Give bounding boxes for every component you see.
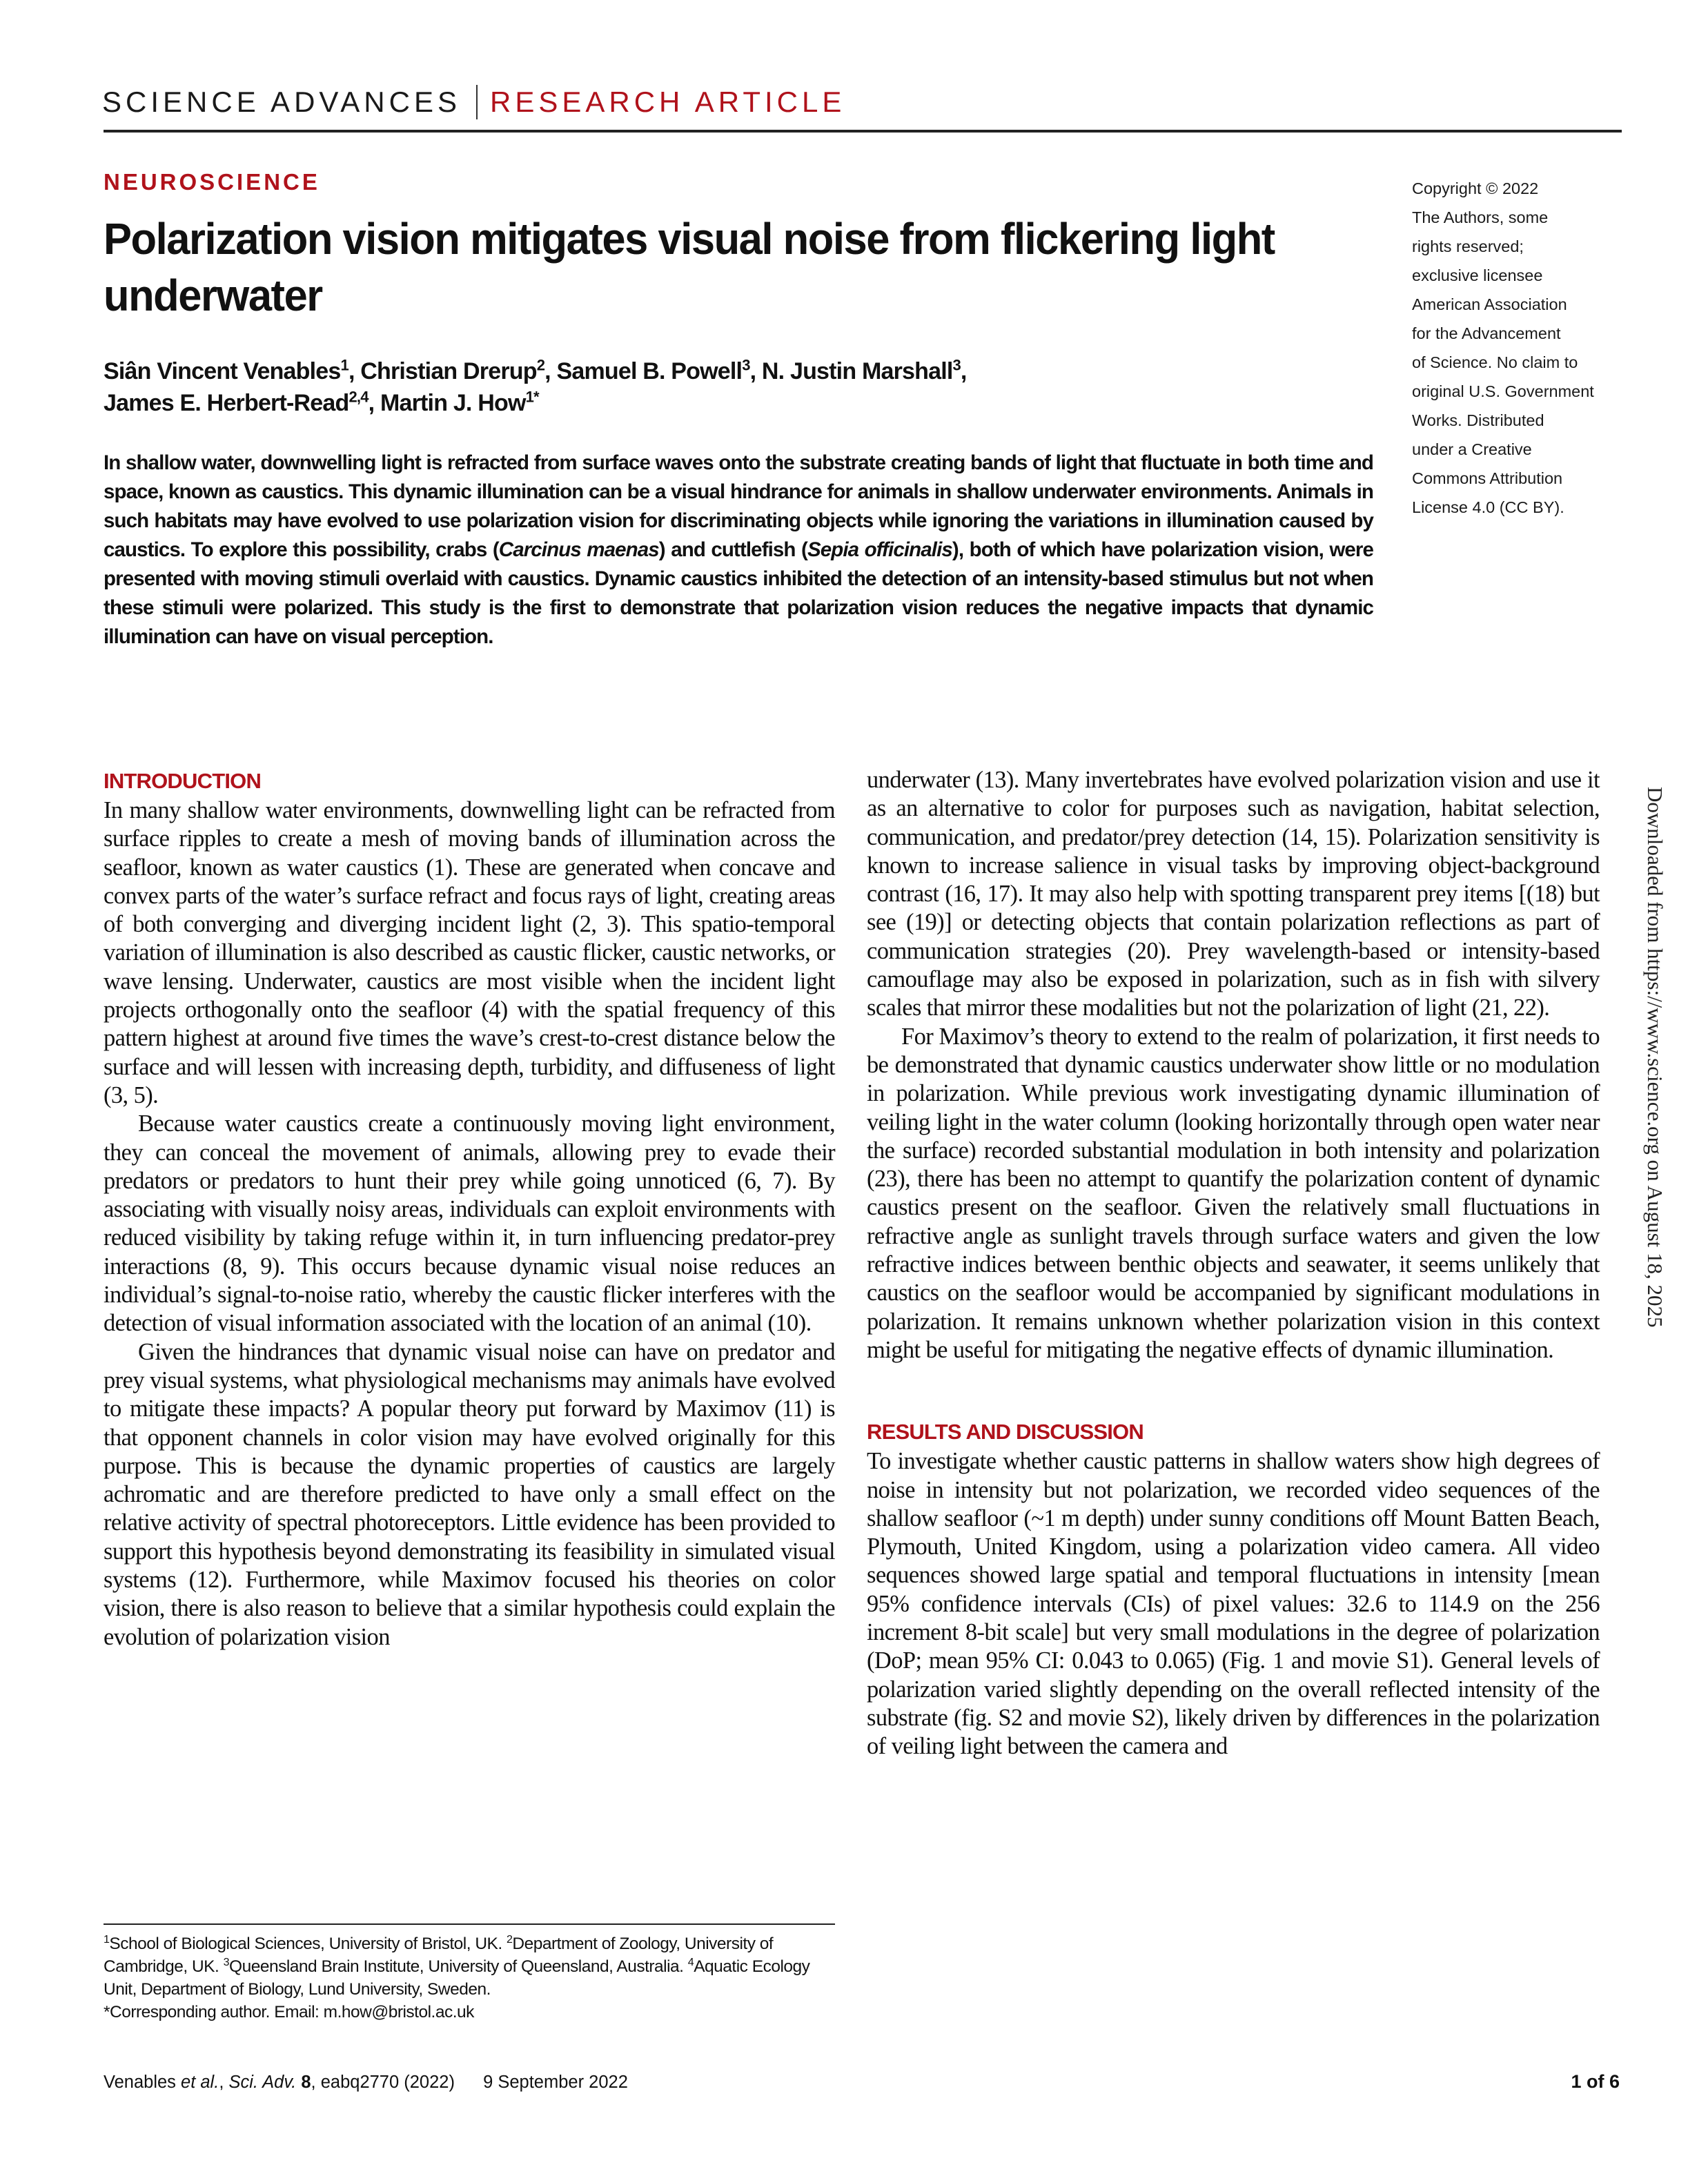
author-affiliation-mark: 2	[536, 356, 545, 374]
article-type: RESEARCH ARTICLE	[490, 86, 846, 118]
running-header	[102, 81, 845, 123]
author[interactable]: Martin J. How$^{1*}$	[380, 388, 539, 416]
paragraph: To investigate whether caustic patterns in shallow waters show high degrees of noise in intensity but not polarization, we recorded video sequences of the shallow seafloor (~1 m depth) under sunny conditions off Mount Batten Beach, Plymouth, United Kingdom, using a polarization video camera. All video sequences showed large spatial and temporal fluctuations in intensity [mean 95% confidence intervals (CIs) of pixel values: 32.6 to 114.9 on the 256 increment 8-bit scale] but very small modulations in the degree of polarization (DoP; mean 95% CI: 0.043 to 0.065) (Fig. 1 and movie S1). General levels of polarization varied slightly depending on the overall reflected intensity of the substrate (fig. S2 and movie S2), likely driven by differences in the polarization of veiling light between the camera and	[867, 1448, 1600, 1760]
article-title: Polarization vision mitigates visual noise from flickering light underwater	[104, 214, 1275, 320]
author[interactable]: Christian Drerup$^2$,	[360, 356, 557, 384]
footnote-rule	[104, 1923, 835, 1925]
paragraph: In many shallow water environments, downwelling light can be refracted from surface ripples to create a mesh of moving bands of illumination across the seafloor, known as water caustics (1). These are generated when concave and convex parts of the water’s surface refract and focus rays of light, creating areas of both converging and diverging incident light (2, 3). This spatio-temporal variation of illumination is also described as caustic flicker, caustic networks, or wave lensing. Underwater, caustics are most visible when the incident light projects orthogonally onto the seafloor (4) with the spatial frequency of this pattern highest at around five times the wave’s crest-to-crest distance below the surface and will lessen with increasing depth, turbidity, and diffuseness of light (3, 5).	[104, 797, 835, 1108]
author[interactable]: Siân Vincent Venables$^1$,	[104, 356, 361, 384]
abstract: In shallow water, downwelling light is refracted from surface waves onto the substrate creating bands of light that fluctuate in both time and space, known as caustics. This dynamic illumination can be a visual hindrance for animals in shallow underwater environments. Animals in such habitats may have evolved to use polarization vision for discriminating objects while ignoring the variations in illumination caused by caustics. To explore this possibility, crabs (Carcinus maenas) and cuttlefish (Sepia officinalis), both of which have polarization vision, were presented with moving stimuli overlaid with caustics. Dynamic caustics inhibited the detection of an intensity-based stimulus but not when these stimuli were polarized. This study is the first to demonstrate that polarization vision reduces the negative impacts that dynamic illumination can have on visual perception.	[104, 451, 1374, 648]
species-name: Carcinus maenas	[498, 538, 659, 561]
paragraph: Given the hindrances that dynamic visual noise can have on predator and prey visual systems, what physiological mechanisms may animals have evolved to mitigate these impacts? A popular theory put forward by Maximov (11) is that opponent channels in color vision may have evolved originally for this purpose. This is because the dynamic properties of caustics are largely achromatic and are therefore predicted to have only a small effect on the relative activity of spectral photoreceptors. Little evidence has been provided to support this hypothesis beyond demonstrating its feasibility in simulated visual systems (12). Furthermore, while Maximov focused his theories on color vision, there is also reason to believe that a similar hypothesis could explain the evolution of polarization vision	[104, 1338, 835, 1650]
author-affiliation-mark: 3	[742, 356, 750, 374]
author-affiliation-mark: 1	[340, 356, 349, 374]
section-heading-introduction: INTRODUCTION	[104, 769, 262, 793]
copyright-notice: Copyright © 2022 The Authors, some rights reserved; exclusive licensee American Association for the Advancement of Science. No claim to original U.S. Government Works. Distributed under a Creative Commons Attribution License 4.0 (CC BY).	[1412, 179, 1594, 516]
paragraph: Because water caustics create a continuously moving light environment, they can conceal the movement of animals, allowing prey to evade their predators or predators to hunt their prey while going unnoticed (6, 7). By associating with visually noisy areas, individuals can exploit environments with reduced visibility by taking refuge within it, in turn influencing predator-prey interactions (8, 9). This occurs because dynamic visual noise reduces an individual’s signal-to-noise ratio, whereby the caustic flicker interferes with the detection of visual information associated with the location of an animal (10).	[104, 1110, 835, 1337]
author-affiliation-mark: 3	[952, 356, 961, 374]
paragraph: underwater (13). Many invertebrates have evolved polarization vision and use it as an alternative to color for purposes such as navigation, habitat selection, communication, and predator/prey detection (14, 15). Polarization sensitivity is known to increase salience in visual tasks by improving object-background contrast (16, 17). It may also help with spotting transparent prey items [(18) but see (19)] or detecting objects that contain polarization reflections as part of communication strategies (20). Prey wavelength-based or intensity-based camouflage may also be exposed in polarization, such as in fish with silvery scales that mirror these modalities but not the polarization of light (21, 22).	[867, 767, 1600, 1021]
citation-footer: Venables et al., Sci. Adv. 8, eabq2770 (2022) 9 September 2022	[104, 2073, 628, 2092]
affiliations: $^1$School of Biological Sciences, University of Bristol, UK. $^2$Department of Zoology, University of Cambridge, UK. $^3$Queensland Brain Institute, University of Queensland, Australia. $^4$Aquatic Ecology Unit, Department of Biology, Lund University, Sweden. *Corresponding author. Email: m.how@bristol.ac.uk	[104, 1933, 810, 2021]
section-heading-results: RESULTS AND DISCUSSION	[867, 1420, 1143, 1445]
author[interactable]: N. Justin Marshall$^3$,	[761, 356, 967, 384]
author-affiliation-mark: 2,4	[349, 388, 369, 406]
author-list	[104, 355, 1394, 419]
body-column-right	[867, 766, 1600, 1761]
corresponding-author[interactable]: *Corresponding author. Email: m.how@bristol.ac.uk	[104, 2003, 474, 2021]
header-rule	[104, 130, 1622, 133]
species-name: Sepia officinalis	[807, 538, 952, 561]
author[interactable]: James E. Herbert-Read$^{2,4}$,	[104, 388, 380, 416]
author[interactable]: Samuel B. Powell$^3$,	[556, 356, 762, 384]
paragraph: For Maximov’s theory to extend to the realm of polarization, it first needs to be demonstrated that dynamic caustics underwater show little or no modulation in polarization. While previous work investigating dynamic illumination of veiling light in the water column (looking horizontally through open water near the surface) recorded substantial modulation in both intensity and polarization (23), there has been no attempt to quantify the polarization content of dynamic caustics present on the seafloor. Given the relatively small fluctuations in refractive angle as sunlight travels through surface waters and given the low refractive indices between benthic objects and seawater, it seems unlikely that caustics on the seafloor would be accompanied by significant modulations in polarization. It remains unknown whether polarization vision in this context might be useful for mitigating the negative effects of dynamic illumination.	[867, 1023, 1600, 1363]
page-number: 1 of 6	[1571, 2071, 1620, 2092]
author-affiliation-mark: 1*	[525, 388, 539, 406]
subject-category: NEUROSCIENCE	[104, 169, 320, 195]
body-column-left	[104, 766, 835, 1652]
publication-date: 9 September 2022	[483, 2073, 628, 2092]
journal-name: SCIENCE ADVANCES	[102, 86, 461, 118]
download-watermark: Downloaded from https://www.science.org on August 18, 2025	[1643, 787, 1667, 1328]
header-separator	[476, 85, 478, 119]
